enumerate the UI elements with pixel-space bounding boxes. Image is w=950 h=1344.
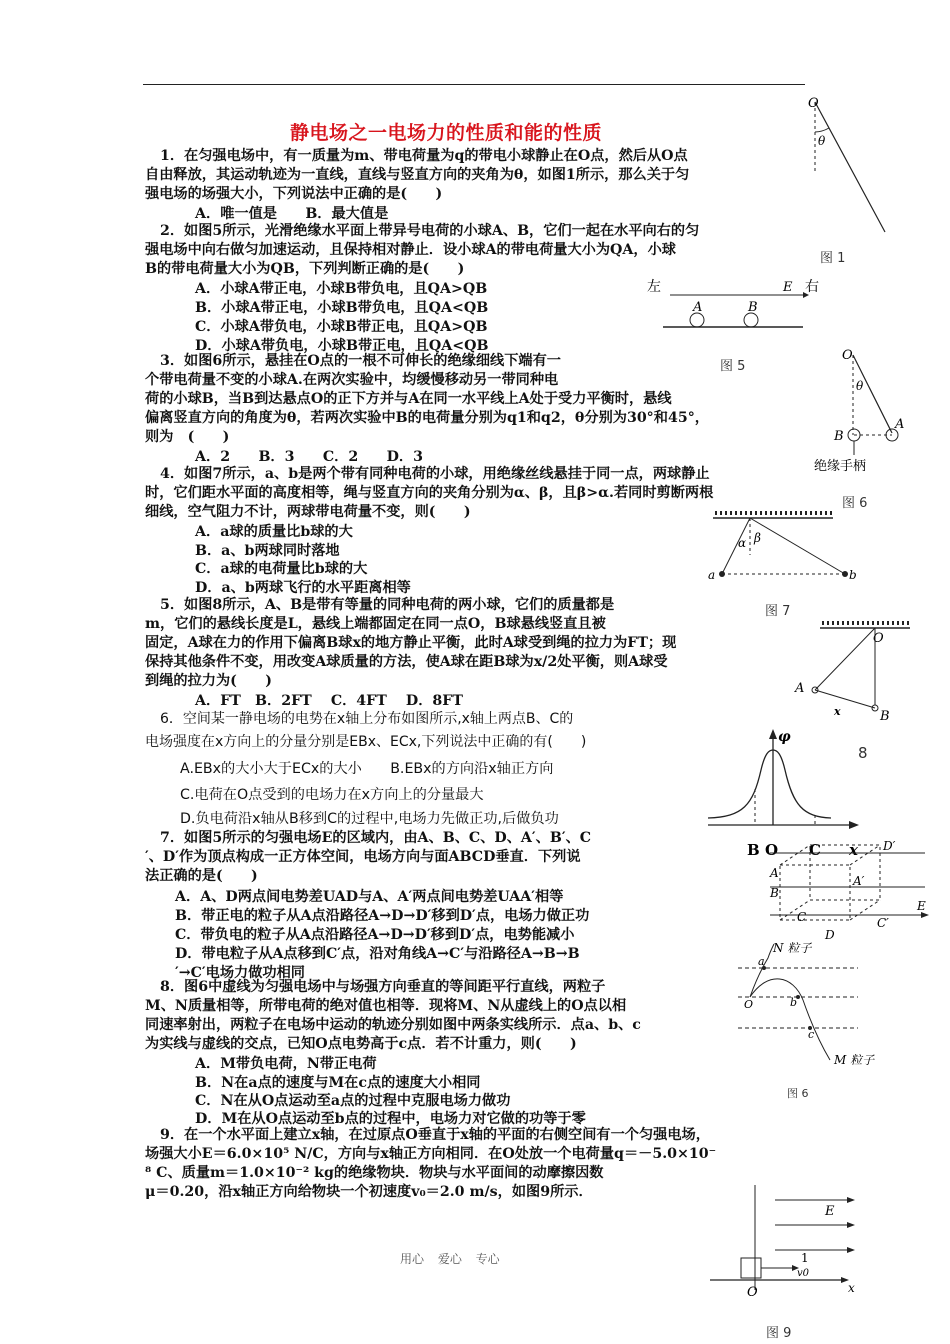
q2-option-a: A．小球A带正电，小球B带负电，且QA>QB [195,281,488,297]
fig7-caption: 图 7 [765,604,791,619]
potential-label-o: O [765,841,779,859]
q2-line-1: 2．如图5所示，光滑绝缘水平面上带异号电荷的小球A、B，它们一起在水平向右的匀 [160,223,700,239]
q2-option-d: D．小球A带负电，小球B带正电，且QA<QB [195,338,489,354]
q8-line-1: 8．图6中虚线为匀强电场中与场强方向垂直的等间距平行直线，两粒子 [160,979,606,995]
fig7-label-alpha: α [738,536,747,550]
figure-1-diagram [790,92,910,242]
q8-line-3: 同速率射出，两粒子在电场中运动的轨迹分别如图中两条实线所示．点a、b、c [145,1017,641,1033]
fig1-caption: 图 1 [820,251,846,266]
q8-option-d: D．M在从O点运动至b点的过程中，电场力对它做的功等于零 [195,1111,586,1127]
fig6b-label-n: N 粒子 [773,941,812,955]
fig8-label-a: A [795,681,805,696]
fig9-label-x: x [848,1281,855,1295]
figure-9-diagram [705,1180,865,1300]
q7-option-d: D．带电粒子从A点移到C′点，沿对角线A→C′与沿路径A→B→B [175,946,580,962]
q3-line-3: 荷的小球B，当B到达悬点O的正下方并与A在同一水平线上A处于受力平衡时，悬线 [145,391,672,407]
q6-line-1: 6．空间某一静电场的电势在x轴上分布如图所示,x轴上两点B、C的 [160,711,574,727]
q7-line-2: ′、D′作为顶点构成一正方体空间，电场方向与面ABCD垂直．下列说 [145,849,581,865]
q4-line-2: 时，它们距水平面的高度相等，绳与竖直方向的夹角分别为α、β，且β>α.若同时剪断两根 [145,485,714,501]
cube-label-dp: D′ [883,839,896,853]
fig9-caption: 图 9 [766,1326,792,1341]
cube-label-a: A [770,866,779,880]
cube-label-b: B [770,886,779,900]
fig6b-label-c: c [808,1028,815,1041]
q1-line-2: 自由释放，其运动轨迹为一直线，直线与竖直方向的夹角为θ，如图1所示，那么关于匀 [145,167,690,183]
fig5-label-e: E [783,280,793,295]
q9-line-2: 场强大小E＝6.0×10⁵ N/C，方向与x轴正方向相同．在O处放一个电荷量q＝－5.0×10⁻ [145,1146,717,1162]
figure-8-diagram [790,620,920,730]
q8-option-a: A．M带负电荷，N带正电荷 [195,1056,377,1072]
q7-line-3: 法正确的是( ) [145,868,258,884]
fig5-label-left: 左 [647,279,661,295]
cube-label-e: E [917,899,926,913]
fig6-caption: 图 6 [842,496,868,511]
q1-line-1: 1．在匀强电场中，有一质量为m、带电荷量为q的带电小球静止在O点，然后从O点 [160,148,688,164]
q3-options: A．2 B．3 C．2 D．3 [195,449,423,465]
fig9-label-v0: v0 [797,1268,810,1279]
q1-options: A．唯一值是 B．最大值是 [195,206,389,222]
q3-line-2: 个带电荷量不变的小球A.在两次实验中，均缓慢移动另一带同种电 [145,372,559,388]
cube-label-ap: A′ [853,874,865,888]
q8-line-2: M、N质量相等，所带电荷的绝对值也相等．现将M、N从虚线上的O点以相 [145,998,627,1014]
q3-line-5: 则为 ( ) [145,429,230,445]
fig5-label-right: 右 [805,279,819,295]
cube-label-d: D [825,928,835,942]
q6-option-c: C.电荷在O点受到的电场力在x方向上的分量最大 [180,787,484,803]
fig6b-label-b: b [790,996,798,1009]
top-rule [143,84,805,85]
fig6-label-b: B [834,429,844,444]
q5-line-4: 保持其他条件不变，用改变A球质量的方法，使A球在距B球为x/2处平衡，则A球受 [145,654,668,670]
fig7-label-beta: β [754,531,761,545]
q2-option-c: C．小球A带负电，小球B带正电，且QA>QB [195,319,488,335]
q4-option-b: B．a、b两球同时落地 [195,543,340,559]
cube-label-cp: C′ [877,916,889,930]
fig5-label-a: A [693,300,703,315]
fig9-label-e: E [825,1204,835,1219]
cube-diagram [765,835,935,945]
figure-5-diagram [645,275,825,335]
q2-line-2: 强电场中向右做匀加速运动，且保持相对静止．设小球A的带电荷量大小为QA，小球 [145,242,676,258]
fig5-label-b: B [748,300,758,315]
fig9-label-one: 1 [801,1251,809,1265]
fig7-label-a: a [708,568,716,582]
potential-label-phi: φ [778,729,791,745]
fig9-label-o: O [747,1285,758,1300]
q1-line-3: 强电场的场强大小，下列说法中正确的是( ) [145,186,443,202]
q6-option-ab: A.EBx的大小大于ECx的大小 B.EBx的方向沿x轴正方向 [180,761,554,777]
potential-label-x: x [849,841,858,859]
figure-6-pendulum-diagram [814,345,922,475]
q9-line-3: ⁸ C、质量m＝1.0×10⁻² kg的绝缘物块．物块与水平面间的动摩擦因数 [145,1165,604,1181]
cube-label-c: C [797,910,807,924]
q8-option-b: B．N在a点的速度与M在c点的速度大小相同 [195,1075,481,1091]
potential-label-c: C [809,841,821,859]
q5-line-1: 5．如图8所示，A、B是带有等量的同种电荷的两小球，它们的质量都是 [160,597,615,613]
fig6b-caption: 图 6 [787,1087,809,1100]
q5-line-5: 到绳的拉力为( ) [145,673,272,689]
q4-line-1: 4．如图7所示，a、b是两个带有同种电荷的小球，用绝缘丝线悬挂于同一点，两球静止 [160,466,710,482]
fig5-caption: 图 5 [720,359,746,374]
figure-6-particles-diagram [738,940,888,1070]
q3-line-1: 3．如图6所示，悬挂在O点的一根不可伸长的绝缘细线下端有一 [160,353,561,369]
q7-option-b: B．带正电的粒子从A点沿路径A→D→D′移到D′点，电场力做正功 [175,908,590,924]
fig7-label-b: b [849,568,857,582]
fig6-label-handle: 绝缘手柄 [814,459,867,474]
fig6-label-o: O [842,348,853,363]
potential-label-b: B [747,841,760,859]
q3-line-4: 偏离竖直方向的角度为θ，若两次实验中B的电荷量分别为q1和q2，θ分别为30°和45°， [145,410,709,426]
q8-option-c: C．N在从O点运动至a点的过程中克服电场力做功 [195,1093,511,1109]
q4-line-3: 细线，空气阻力不计，两球带电荷量不变，则( ) [145,504,471,520]
fig6-label-theta: θ [856,379,864,393]
fig8-caption: 8 [858,744,868,762]
q5-line-2: m，它们的悬线长度是L，悬线上端都固定在同一点O，B球悬线竖直且被 [145,616,606,632]
fig6b-label-o: O [744,998,754,1011]
fig6b-label-m: M 粒子 [834,1053,875,1067]
q5-options: A．FT B．2FT C．4FT D．8FT [195,693,463,709]
q7-option-d-cont: ′→C′电场力做功相同 [175,965,305,981]
q4-option-c: C．a球的电荷量比b球的大 [195,561,368,577]
fig8-label-x: x [834,705,841,718]
q7-option-a: A．A、D两点间电势差UAD与A、A′两点间电势差UAA′相等 [175,889,564,905]
fig8-label-o: O [873,631,884,646]
fig6-label-a: A [895,417,905,432]
fig8-label-b: B [880,709,890,724]
page-footer: 用心 爱心 专心 [400,1252,500,1266]
q9-line-4: μ＝0.20，沿x轴正方向给物块一个初速度v₀＝2.0 m/s，如图9所示． [145,1184,593,1200]
fig6b-label-a: a [758,955,765,968]
q5-line-3: 固定，A球在力的作用下偏离B球x的地方静止平衡，此时A球受到绳的拉力为FT；现 [145,635,677,651]
q2-line-3: B的带电荷量大小为QB，下列判断正确的是( ) [145,261,465,277]
figure-7-diagram [705,510,855,595]
q9-line-1: 9．在一个水平面上建立x轴，在过原点O垂直于x轴的平面的右侧空间有一个匀强电场， [160,1127,710,1143]
q2-option-b: B．小球A带正电，小球B带负电，且QA<QB [195,300,489,316]
q4-option-d: D．a、b两球飞行的水平距离相等 [195,580,411,596]
fig1-label-theta: θ [818,134,826,148]
q6-line-2: 电场强度在x方向上的分量分别是EBx、ECx,下列说法中正确的有( ) [145,734,587,750]
page-title: 静电场之一电场力的性质和能的性质 [290,122,603,144]
q8-line-4: 为实线与虚线的交点，已知O点电势高于c点．若不计重力，则( ) [145,1036,577,1052]
fig1-label-o: O [808,96,819,111]
q7-line-1: 7．如图5所示的匀强电场E的区域内，由A、B、C、D、A′、B′、C [160,830,592,846]
q7-option-c: C．带负电的粒子从A点沿路径A→D→D′移到D′点，电势能减小 [175,927,575,943]
q4-option-a: A．a球的质量比b球的大 [195,524,353,540]
q6-option-d: D.负电荷沿x轴从B移到C的过程中,电场力先做正功,后做负功 [180,811,559,827]
